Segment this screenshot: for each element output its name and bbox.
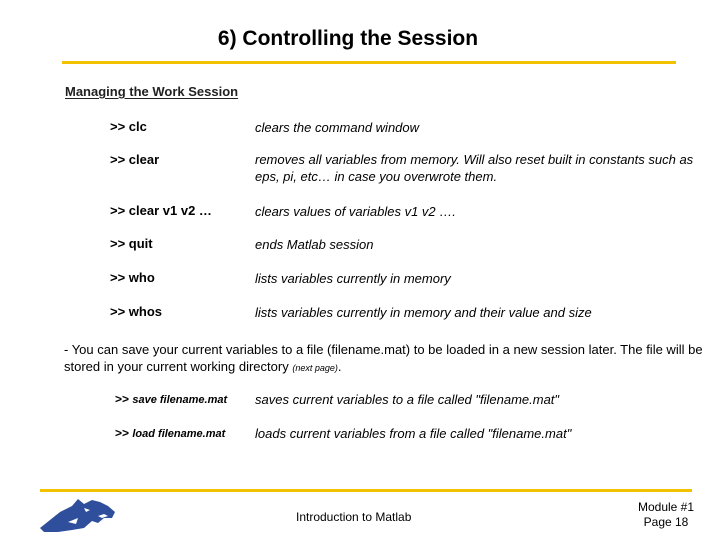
command-quit-description: ends Matlab session [255, 237, 374, 252]
command-save-prompt: >> [115, 392, 130, 406]
save-paragraph-text: - You can save your current variables to a file (filename.mat) to be loaded in a new session later. The file will be stored in your current working directory [64, 342, 703, 374]
command-save-text: save filename.mat [132, 394, 228, 406]
save-paragraph [64, 341, 704, 377]
footer-divider [40, 489, 692, 492]
command-clc: >> clc [110, 119, 147, 134]
section-heading: Managing the Work Session [65, 84, 239, 99]
command-save [115, 392, 227, 406]
command-clc-description: clears the command window [255, 120, 420, 135]
footer-course-title: Introduction to Matlab [296, 510, 412, 524]
command-clear-vars-description: clears values of variables v1 v2 …. [255, 204, 456, 219]
command-clear: >> clear [110, 152, 160, 167]
command-load-prompt: >> [115, 426, 130, 440]
title-divider [62, 61, 676, 64]
slide-title: 6) Controlling the Session [217, 27, 479, 50]
command-whos: >> whos [110, 304, 163, 319]
next-page-note: (next page) [292, 363, 338, 373]
command-save-description: saves current variables to a file called "filename.mat" [255, 392, 560, 407]
command-load-description: loads current variables from a file called "filename.mat" [255, 426, 572, 441]
command-who: >> who [110, 270, 155, 285]
command-clear-vars: >> clear v1 v2 … [110, 203, 212, 218]
command-quit: >> quit [110, 236, 153, 251]
footer-module-info [628, 500, 704, 530]
command-whos-description: lists variables currently in memory and their value and size [255, 305, 592, 320]
footer-page-number: Page 18 [643, 515, 689, 529]
save-paragraph-end: . [337, 359, 342, 374]
command-load [115, 426, 225, 440]
panther-logo-icon [38, 494, 118, 534]
command-clear-description: removes all variables from memory. Will also reset built in constants such as eps, pi, etc… in case you overwrote them. [255, 152, 694, 184]
footer-module: Module #1 [637, 500, 695, 514]
command-who-description: lists variables currently in memory [255, 271, 451, 286]
command-load-text: load filename.mat [132, 428, 226, 440]
